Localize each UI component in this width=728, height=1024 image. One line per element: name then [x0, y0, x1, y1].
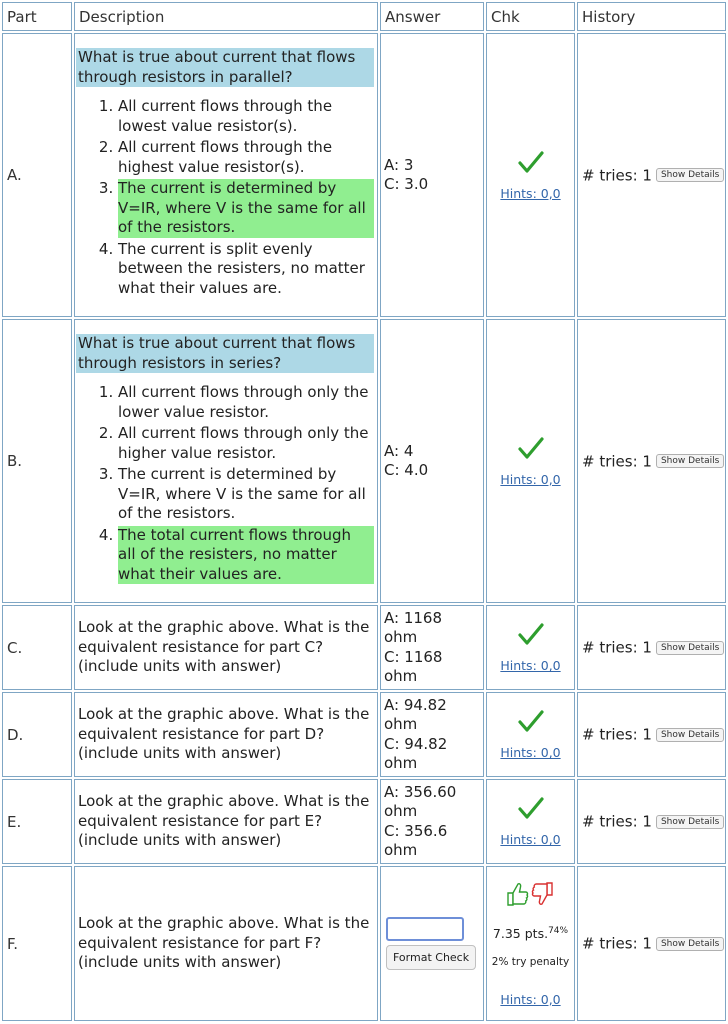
- history-cell: [577, 33, 726, 317]
- checkmark-icon: [518, 150, 544, 174]
- table-row-f: [2, 866, 726, 1021]
- answer-cell: [380, 692, 484, 777]
- description-cell: [74, 319, 378, 603]
- answer-cell: [380, 779, 484, 864]
- answer-input[interactable]: [386, 917, 464, 941]
- question-text: Look at the graphic above. What is the equivalent resistance for part E?: [78, 792, 370, 830]
- option-3: 3. The current is determined by V=IR, where V is the same for all of the resistors.: [118, 465, 374, 524]
- chk-cell: [486, 33, 575, 317]
- answer-unit: ohm: [384, 628, 418, 646]
- chk-cell: [486, 866, 575, 1021]
- correct-option-text: 3. The current is determined by V=IR, where V is the same for all of the resistors.: [118, 179, 374, 238]
- units-note: (include units with answer): [78, 744, 282, 763]
- options-list: [78, 97, 374, 298]
- show-details-button[interactable]: Show Details: [656, 937, 724, 951]
- answer-cell: [380, 319, 484, 603]
- part-label: D.: [2, 692, 72, 777]
- thumbs-down-icon: [532, 883, 552, 904]
- units-note: (include units with answer): [78, 657, 282, 676]
- answer-cell: [380, 605, 484, 690]
- table-row-a: [2, 33, 726, 317]
- correct-option-text: 4. The total current flows through all of the resisters, no matter what their values are.: [118, 526, 374, 585]
- checkmark-icon: [518, 796, 544, 820]
- answer-cell: [380, 33, 484, 317]
- answer-correct: C: 1168: [384, 647, 443, 666]
- hints-link[interactable]: Hints: 0,0: [500, 745, 561, 760]
- header-chk: Chk: [486, 2, 575, 31]
- history-cell: [577, 779, 726, 864]
- part-label: C.: [2, 605, 72, 690]
- header-description: Description: [74, 2, 378, 31]
- question-text: What is true about current that flows through resistors in parallel?: [76, 48, 374, 87]
- option-1: 1. All current flows through only the lower value resistor.: [118, 383, 374, 422]
- option-2: 2. All current flows through only the higher value resistor.: [118, 424, 374, 463]
- show-details-button[interactable]: Show Details: [656, 454, 724, 468]
- part-label: F.: [2, 866, 72, 1021]
- show-details-button[interactable]: Show Details: [656, 168, 724, 182]
- tries-count: # tries: 1: [582, 166, 652, 185]
- answer-submitted: A: 94.82: [384, 695, 447, 714]
- description-cell: [74, 692, 378, 777]
- hints-link[interactable]: Hints: 0,0: [500, 185, 561, 201]
- options-list: [78, 383, 374, 584]
- tries-count: # tries: 1: [582, 725, 652, 744]
- chk-cell: [486, 692, 575, 777]
- option-3-correct: [118, 179, 374, 238]
- history-cell: [577, 866, 726, 1021]
- answer-correct: C: 4.0: [384, 461, 429, 479]
- show-details-button[interactable]: Show Details: [656, 815, 724, 829]
- question-text: What is true about current that flows through resistors in series?: [76, 334, 374, 373]
- option-2: 2. All current flows through the highest value resistor(s).: [118, 138, 374, 177]
- answer-submitted: A: 1168: [384, 608, 442, 627]
- chk-cell: [486, 319, 575, 603]
- part-label: A.: [2, 33, 72, 317]
- history-cell: [577, 319, 726, 603]
- option-4-correct: [118, 526, 374, 585]
- points-value: [487, 926, 574, 941]
- description-cell: [74, 33, 378, 317]
- units-note: (include units with answer): [78, 953, 282, 972]
- answer-submitted: A: 3: [384, 155, 414, 174]
- show-details-button[interactable]: Show Details: [656, 641, 724, 655]
- answer-correct: C: 356.6: [384, 821, 448, 840]
- description-cell: [74, 779, 378, 864]
- table-row-e: [2, 779, 726, 864]
- hints-link[interactable]: Hints: 0,0: [500, 991, 561, 1007]
- table-row-d: [2, 692, 726, 777]
- question-text: Look at the graphic above. What is the equivalent resistance for part C?: [78, 618, 370, 656]
- chk-cell: [486, 605, 575, 690]
- part-label: E.: [2, 779, 72, 864]
- points-percent: 74%: [548, 926, 569, 937]
- checkmark-icon: [518, 622, 544, 646]
- answer-unit: ohm: [384, 754, 418, 772]
- hints-link[interactable]: Hints: 0,0: [500, 471, 561, 487]
- history-cell: [577, 692, 726, 777]
- table-row-c: [2, 605, 726, 690]
- checkmark-icon: [518, 436, 544, 460]
- answer-correct: C: 94.82: [384, 734, 448, 753]
- question-text: Look at the graphic above. What is the equivalent resistance for part F?: [78, 914, 370, 952]
- show-details-button[interactable]: Show Details: [656, 728, 724, 742]
- answer-submitted: A: 4: [384, 441, 414, 460]
- answer-correct: C: 3.0: [384, 175, 429, 193]
- checkmark-icon: [518, 709, 544, 733]
- thumbs-up-icon: [508, 884, 528, 905]
- option-1: 1. All current flows through the lowest value resistor(s).: [118, 97, 374, 136]
- answer-cell: [380, 866, 484, 1021]
- tries-count: # tries: 1: [582, 638, 652, 657]
- format-check-button[interactable]: Format Check: [386, 945, 476, 971]
- header-row: [2, 2, 726, 31]
- description-cell: [74, 866, 378, 1021]
- hints-link[interactable]: Hints: 0,0: [500, 832, 561, 847]
- answer-unit: ohm: [384, 715, 418, 733]
- option-4: 4. The current is split evenly between the resisters, no matter what their values are.: [118, 240, 374, 299]
- answer-unit: ohm: [384, 841, 418, 859]
- units-note: (include units with answer): [78, 831, 282, 850]
- header-part: Part: [2, 2, 72, 31]
- points-text: 7.35 pts.: [492, 926, 549, 942]
- description-cell: [74, 605, 378, 690]
- part-label: B.: [2, 319, 72, 603]
- tries-count: # tries: 1: [582, 812, 652, 831]
- chk-cell: [486, 779, 575, 864]
- header-history: History: [577, 2, 726, 31]
- question-text: Look at the graphic above. What is the equivalent resistance for part D?: [78, 705, 370, 743]
- answer-unit: ohm: [384, 802, 418, 820]
- history-cell: [577, 605, 726, 690]
- try-penalty: 2% try penalty: [491, 955, 570, 968]
- answer-unit: ohm: [384, 667, 418, 685]
- tries-count: # tries: 1: [582, 934, 652, 953]
- thumbs-feedback-icon[interactable]: [505, 880, 557, 908]
- tries-count: # tries: 1: [582, 452, 652, 471]
- answer-submitted: A: 356.60: [384, 782, 457, 801]
- table-row-b: [2, 319, 726, 603]
- header-answer: Answer: [380, 2, 484, 31]
- hints-link[interactable]: Hints: 0,0: [500, 658, 561, 673]
